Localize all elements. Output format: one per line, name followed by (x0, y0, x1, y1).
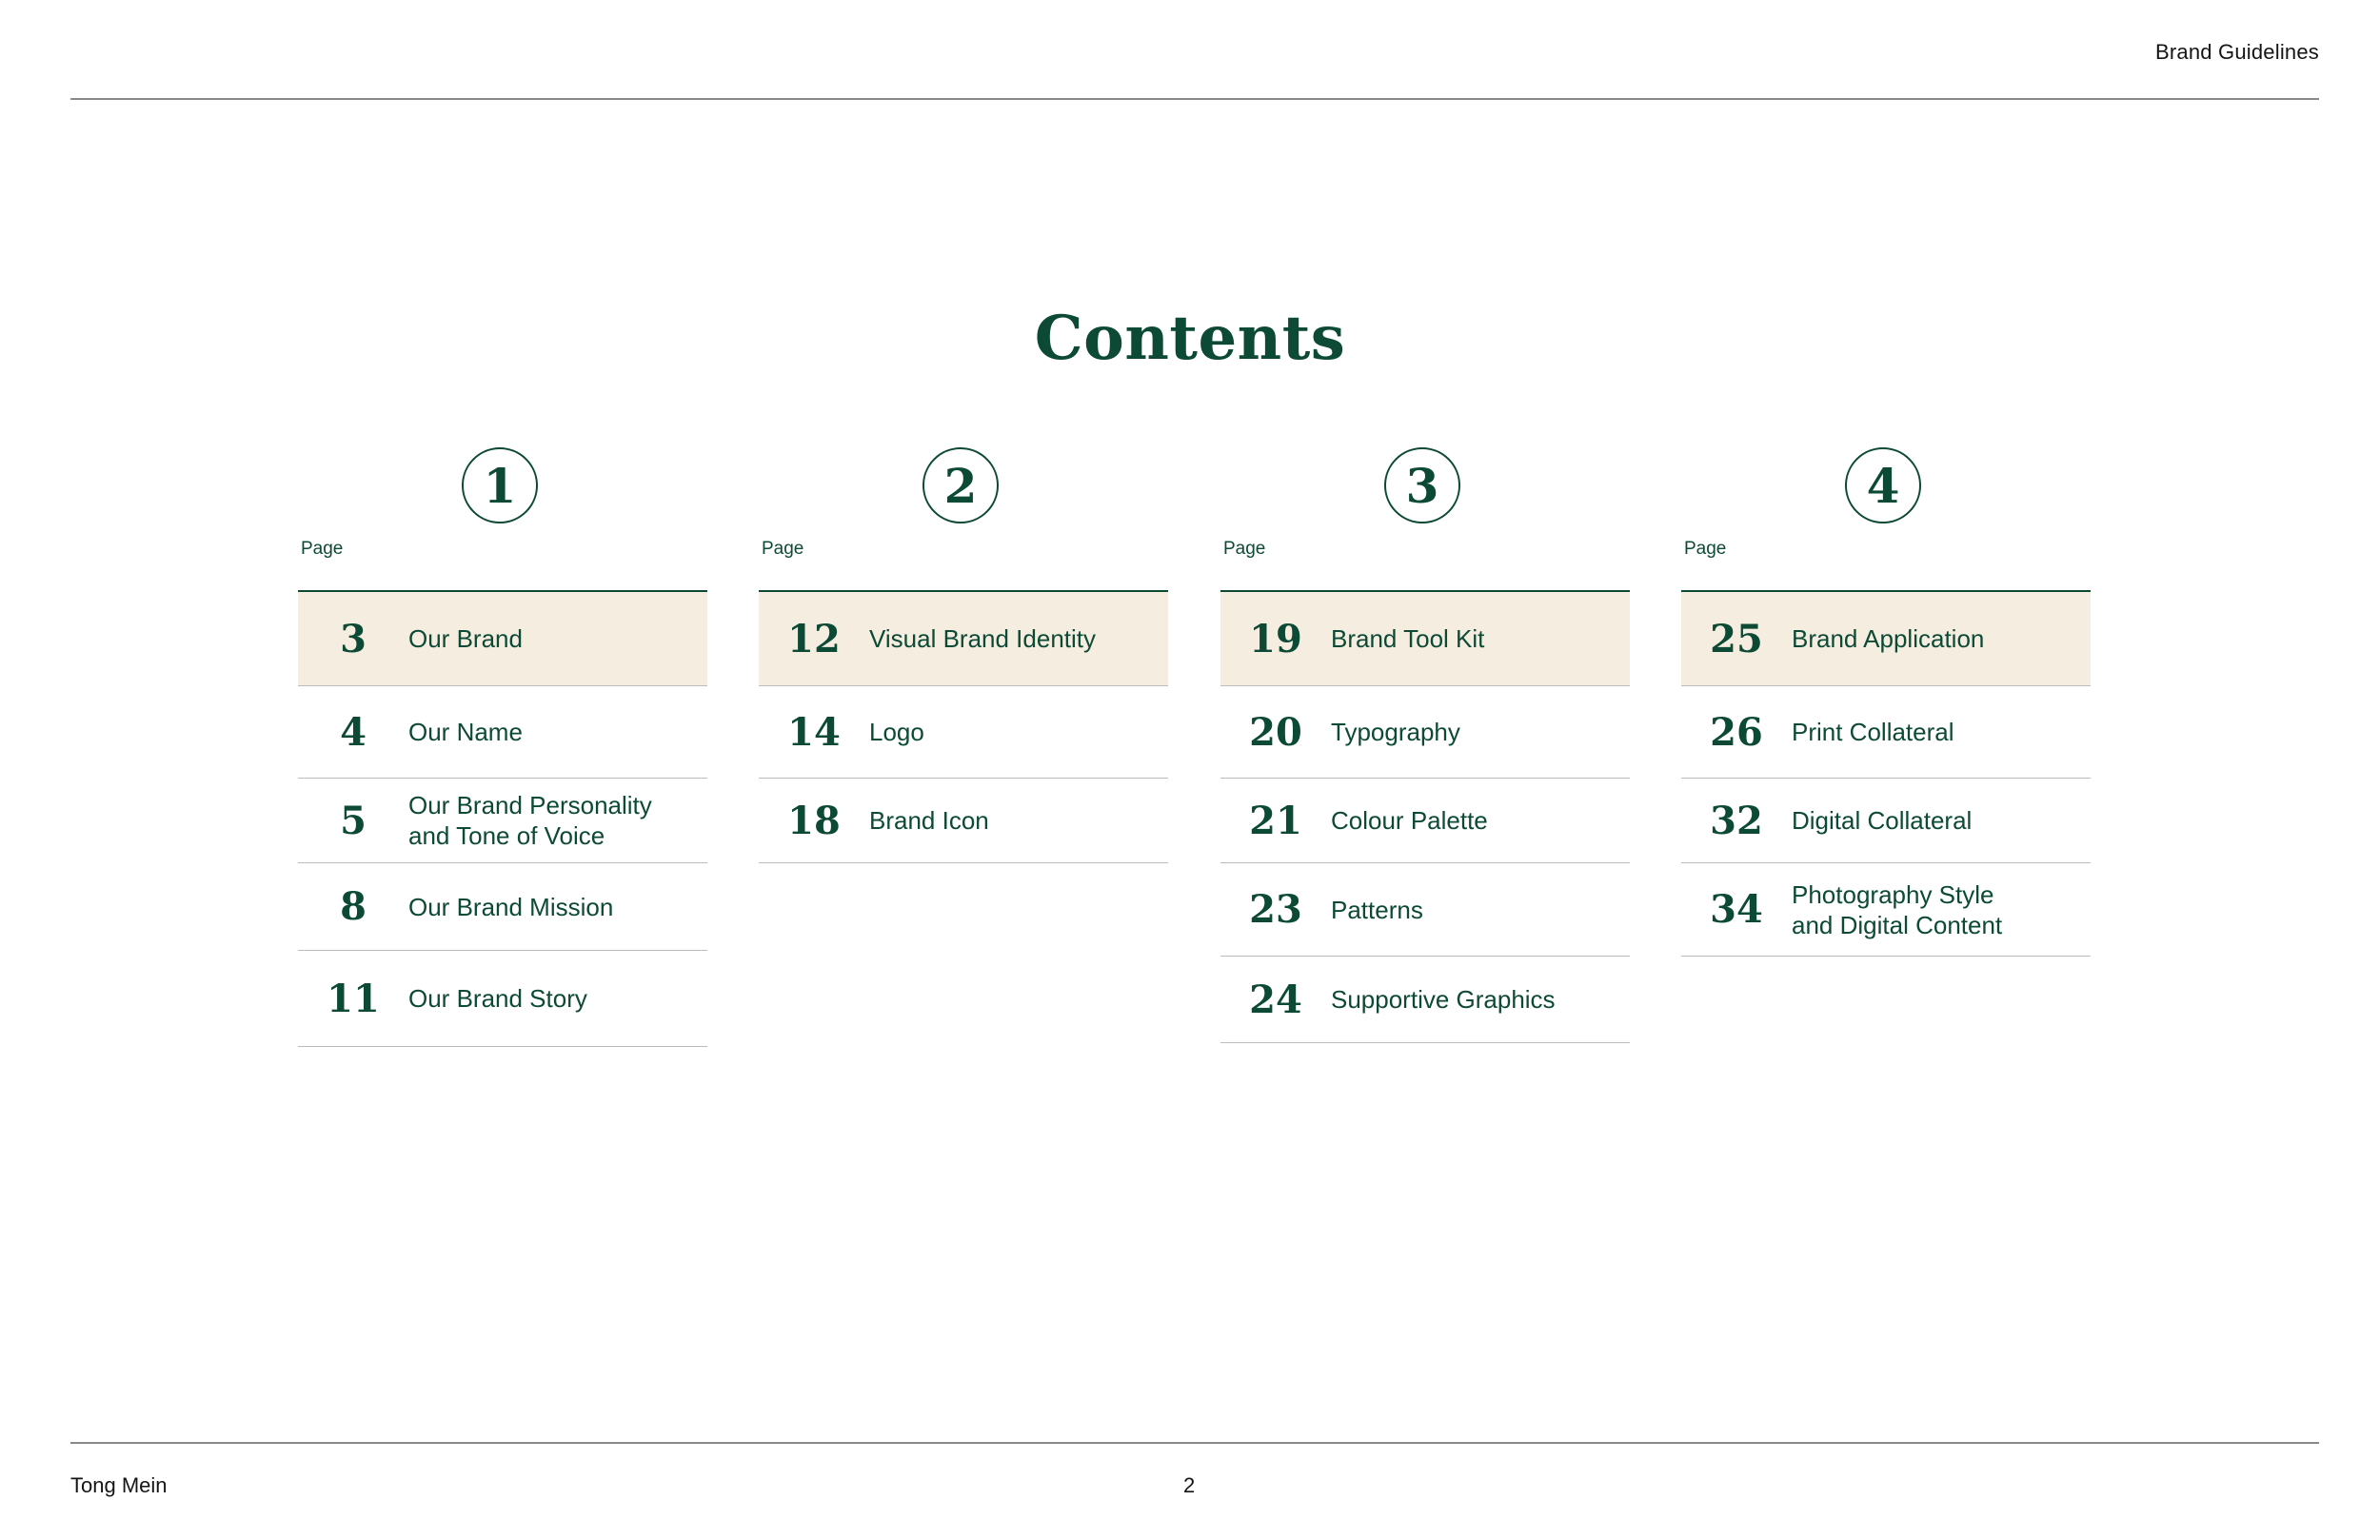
toc-entry-title: Print Collateral (1792, 718, 1954, 746)
toc-entry-brand-icon[interactable] (759, 779, 1168, 863)
toc-entry-supportive-graphics[interactable] (1220, 957, 1630, 1043)
toc-page-number: 34 (1710, 887, 1763, 932)
toc-page-number: 12 (787, 616, 841, 661)
toc-entry-title: Brand Application (1792, 624, 1985, 653)
toc-page-number: 21 (1249, 798, 1302, 843)
toc-entry-title: Visual Brand Identity (869, 624, 1096, 653)
toc-entry-brand-mission[interactable] (298, 863, 707, 951)
section-list (1681, 590, 2091, 957)
section-number-badge: 2 (922, 447, 999, 523)
toc-entry-title: Colour Palette (1331, 806, 1488, 835)
toc-entry-brand-story[interactable] (298, 951, 707, 1047)
page-column-label: Page (1684, 539, 1727, 559)
page-title: Contents (1034, 303, 1346, 374)
toc-page-number: 26 (1710, 709, 1763, 755)
toc-entry-title: Typography (1331, 718, 1460, 746)
toc-entry-title: Our Brand Story (408, 984, 587, 1013)
section-number-badge: 4 (1845, 447, 1921, 523)
toc-page-number: 5 (340, 798, 367, 843)
document-header-title: Brand Guidelines (2155, 40, 2319, 64)
toc-page-number: 24 (1249, 977, 1302, 1022)
toc-entry-title: Supportive Graphics (1331, 985, 1556, 1014)
toc-entry-visual-brand-identity[interactable] (759, 592, 1168, 686)
toc-entry-print-collateral[interactable] (1681, 686, 2091, 779)
section-list (759, 590, 1168, 863)
footer-divider (70, 1442, 2319, 1444)
toc-page-number: 18 (787, 798, 841, 843)
toc-page-number: 14 (787, 709, 841, 755)
section-number-badge: 1 (462, 447, 538, 523)
toc-entry-digital-collateral[interactable] (1681, 779, 2091, 863)
section-list (1220, 590, 1630, 1043)
toc-entry-patterns[interactable] (1220, 863, 1630, 957)
toc-entry-brand-tool-kit[interactable] (1220, 592, 1630, 686)
toc-page-number: 3 (340, 616, 367, 661)
toc-entry-title: Our Name (408, 718, 523, 746)
toc-entry-title: Brand Tool Kit (1331, 624, 1485, 653)
toc-entry-title: Brand Icon (869, 806, 989, 835)
toc-entry-title: Photography Style and Digital Content (1792, 879, 2003, 939)
toc-page-number: 20 (1249, 709, 1302, 755)
toc-page-number: 8 (340, 884, 367, 929)
section-number-badge: 3 (1384, 447, 1460, 523)
toc-entry-title: Patterns (1331, 895, 1423, 924)
section-list (298, 590, 707, 1047)
toc-entry-title: Our Brand (408, 624, 523, 653)
toc-entry-title: Digital Collateral (1792, 806, 1973, 835)
toc-page-number: 11 (327, 976, 380, 1021)
toc-entry-typography[interactable] (1220, 686, 1630, 779)
footer-brand-name: Tong Mein (70, 1473, 168, 1497)
toc-page-number: 4 (340, 709, 367, 755)
toc-page-number: 23 (1249, 887, 1302, 932)
toc-entry-our-name[interactable] (298, 686, 707, 779)
toc-page-number: 32 (1710, 798, 1763, 843)
header-divider (70, 98, 2319, 100)
toc-page-number: 19 (1249, 616, 1302, 661)
toc-entry-photography-style[interactable] (1681, 863, 2091, 957)
toc-entry-brand-personality[interactable] (298, 779, 707, 863)
toc-entry-colour-palette[interactable] (1220, 779, 1630, 863)
page-column-label: Page (1223, 539, 1266, 559)
toc-entry-logo[interactable] (759, 686, 1168, 779)
footer-page-number: 2 (1183, 1473, 1196, 1497)
toc-entry-title: Our Brand Personality and Tone of Voice (408, 791, 652, 850)
toc-entry-title: Logo (869, 718, 924, 746)
toc-entry-title: Our Brand Mission (408, 892, 614, 921)
page-column-label: Page (762, 539, 804, 559)
page-column-label: Page (301, 539, 344, 559)
toc-page-number: 25 (1710, 616, 1763, 661)
toc-entry-our-brand[interactable] (298, 592, 707, 686)
toc-entry-brand-application[interactable] (1681, 592, 2091, 686)
